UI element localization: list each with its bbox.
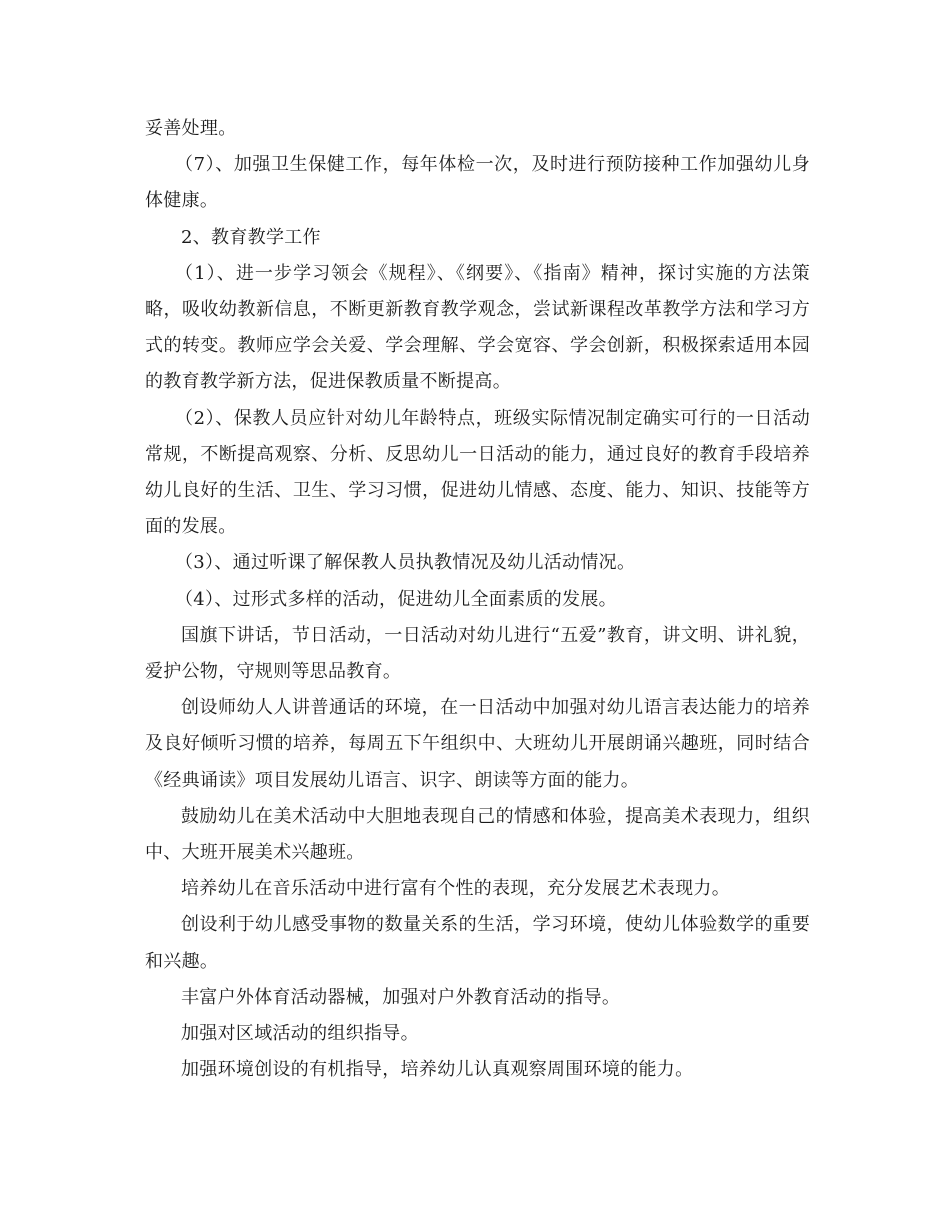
paragraph: 创设利于幼儿感受事物的数量关系的生活，学习环境，使幼儿体验数学的重要和兴趣。	[145, 914, 810, 972]
paragraph: 加强环境创设的有机指导，培养幼儿认真观察周围环境的能力。	[181, 1059, 694, 1081]
paragraph: （7）、加强卫生保健工作，每年体检一次，及时进行预防接种工作加强幼儿身体健康。	[145, 154, 810, 212]
paragraph: 创设师幼人人讲普通话的环境，在一日活动中加强对幼儿语言表达能力的培养及良好倾听习惯的培养，每周五下午组织中、大班幼儿开展朗诵兴趣班，同时结合《经典诵读》项目发展幼儿语言、识字、朗读等方面的能力。	[145, 697, 810, 791]
paragraph: 加强对区域活动的组织指导。	[181, 1023, 419, 1045]
paragraph: （3）、通过听课了解保教人员执教情况及幼儿活动情况。	[175, 552, 636, 574]
paragraph: （2）、保教人员应针对幼儿年龄特点，班级实际情况制定确实可行的一日活动常规，不断提高观察、分析、反思幼儿一日活动的能力，通过良好的教育手段培养幼儿良好的生活、卫生、学习习惯，促进幼儿情感、态度、能力、知识、技能等方面的发展。	[145, 407, 810, 538]
paragraph: 丰富户外体育活动器械，加强对户外教育活动的指导。	[181, 986, 621, 1008]
paragraph: 鼓励幼儿在美术活动中大胆地表现自己的情感和体验，提高美术表现力，组织中、大班开展美术兴趣班。	[145, 805, 810, 864]
paragraph: （1）、进一步学习领会《规程》、《纲要》、《指南》精神，探讨实施的方法策略，吸收幼教新信息，不断更新教育教学观念，尝试新课程改革教学方法和学习方式的转变。教师应学会关爱、学会理解、学会宽容、学会创新，积极探索适用本园的教育教学新方法，促进保教质量不断提高。	[145, 262, 810, 393]
section-heading: 2、教育教学工作	[181, 226, 321, 248]
paragraph: 妥善处理。	[145, 118, 237, 139]
document-body	[145, 111, 810, 1088]
paragraph: （4）、过形式多样的活动，促进幼儿全面素质的发展。	[175, 588, 617, 610]
paragraph: 培养幼儿在音乐活动中进行富有个性的表现，充分发展艺术表现力。	[181, 878, 730, 900]
paragraph: 国旗下讲话，节日活动，一日活动对幼儿进行“五爱”教育，讲文明、讲礼貌，爱护公物，守规则等思品教育。	[145, 624, 810, 683]
